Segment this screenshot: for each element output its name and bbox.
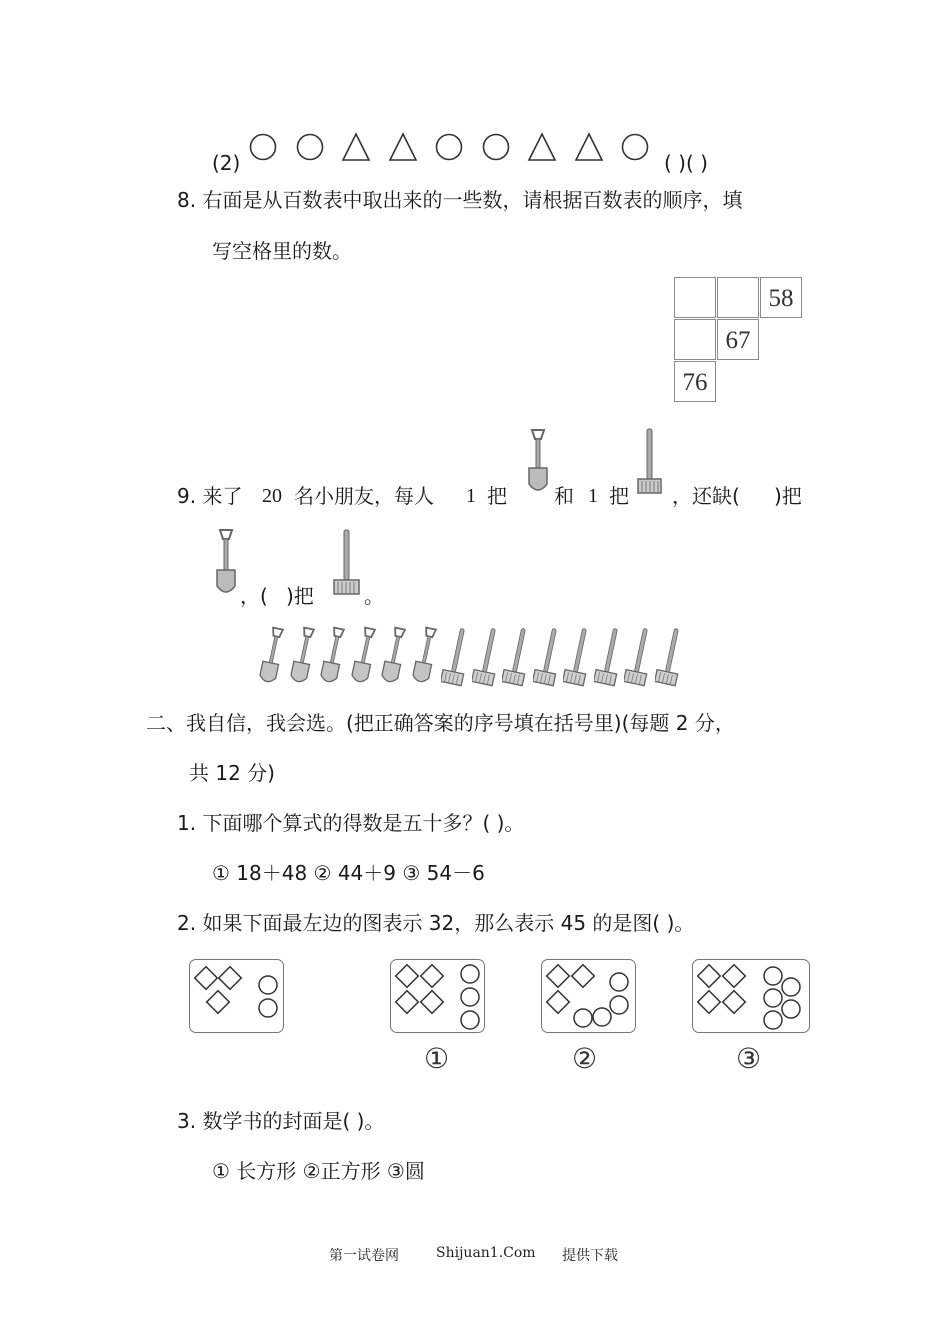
s2q3-question: 3. 数学书的封面是( )。 [177,1109,385,1133]
q9-num: 9. 来了 [177,484,243,508]
grid-cell-67: 67 [717,319,759,360]
figure-example-32 [189,959,284,1033]
figure-option-2 [541,959,636,1033]
triangle-shape [527,132,557,162]
shovel-icon [411,626,439,692]
figure-option-1 [390,959,485,1033]
footer-site-url: Shijuan1.Com [436,1245,536,1261]
circle-shape [248,132,278,162]
triangle-shape [341,132,371,162]
s2q2-question: 2. 如果下面最左边的图表示 32，那么表示 45 的是图( )。 [177,911,695,935]
grid-cell-58: 58 [760,277,802,318]
broom-icon [441,626,471,692]
option-label-3: ③ [736,1044,762,1075]
q9-ba-a: 把 [487,484,507,508]
circle-shape [481,132,511,162]
broom-icon [624,626,654,692]
grid-cell-blank [674,277,716,318]
section2-heading-line2: 共 12 分) [189,761,275,785]
tools-row [258,626,698,690]
triangle-shape [574,132,604,162]
q9-ba-b: 把 [609,484,629,508]
footer-site-name: 第一试卷网 [329,1248,399,1264]
shovel-icon [258,626,286,692]
q9-line2-a: ，( [240,584,268,608]
circle-shape [295,132,325,162]
q9-he: 和 [554,484,574,508]
shovel-icon [350,626,378,692]
circle-shape [620,132,650,162]
grid-cell-76: 76 [674,361,716,402]
broom-icon [533,626,563,692]
q9-line2-c: 。 [364,584,384,608]
grid-cell-blank [674,319,716,360]
shovel-icon [524,428,552,496]
shovel-icon [380,626,408,692]
s2q3-options: ① 长方形 ②正方形 ③圆 [212,1159,425,1183]
s2q1-question: 1. 下面哪个算式的得数是五十多？( )。 [177,811,525,835]
shovel-icon [289,626,317,692]
figure-option-3 [692,959,810,1033]
triangle-shape [388,132,418,162]
circle-shape [434,132,464,162]
broom-icon [472,626,502,692]
grid-cell-blank [717,277,759,318]
section2-heading-line1: 二、我自信，我会选。(把正确答案的序号填在括号里)(每题 2 分， [146,711,735,735]
q9-one-b: 1 [588,485,598,507]
q8-question-line2: 写空格里的数。 [212,239,352,263]
footer-download: 提供下载 [562,1248,618,1264]
broom-icon [502,626,532,692]
shovel-icon [212,528,240,598]
q9-line2-b: )把 [286,584,314,608]
broom-icon [594,626,624,692]
q9-count: 20 [262,485,282,507]
q8-question-line1: 8. 右面是从百数表中取出来的一些数，请根据百数表的顺序，填 [177,188,743,212]
q7-2-answer-blanks: ( )( ) [664,151,708,175]
option-label-1: ① [424,1044,450,1075]
q9-text-c: )把 [774,484,802,508]
q9-text-b: ，还缺( [672,484,740,508]
broom-icon [563,626,593,692]
broom-icon [634,427,664,495]
q7-2-label: (2) [212,151,241,175]
s2q1-options: ① 18＋48 ② 44＋9 ③ 54－6 [212,861,485,885]
shovel-icon [319,626,347,692]
q9-one-a: 1 [466,485,476,507]
option-label-2: ② [572,1044,598,1075]
q9-text-a: 名小朋友，每人 [294,484,434,508]
broom-icon [330,528,362,596]
broom-icon [655,626,685,692]
